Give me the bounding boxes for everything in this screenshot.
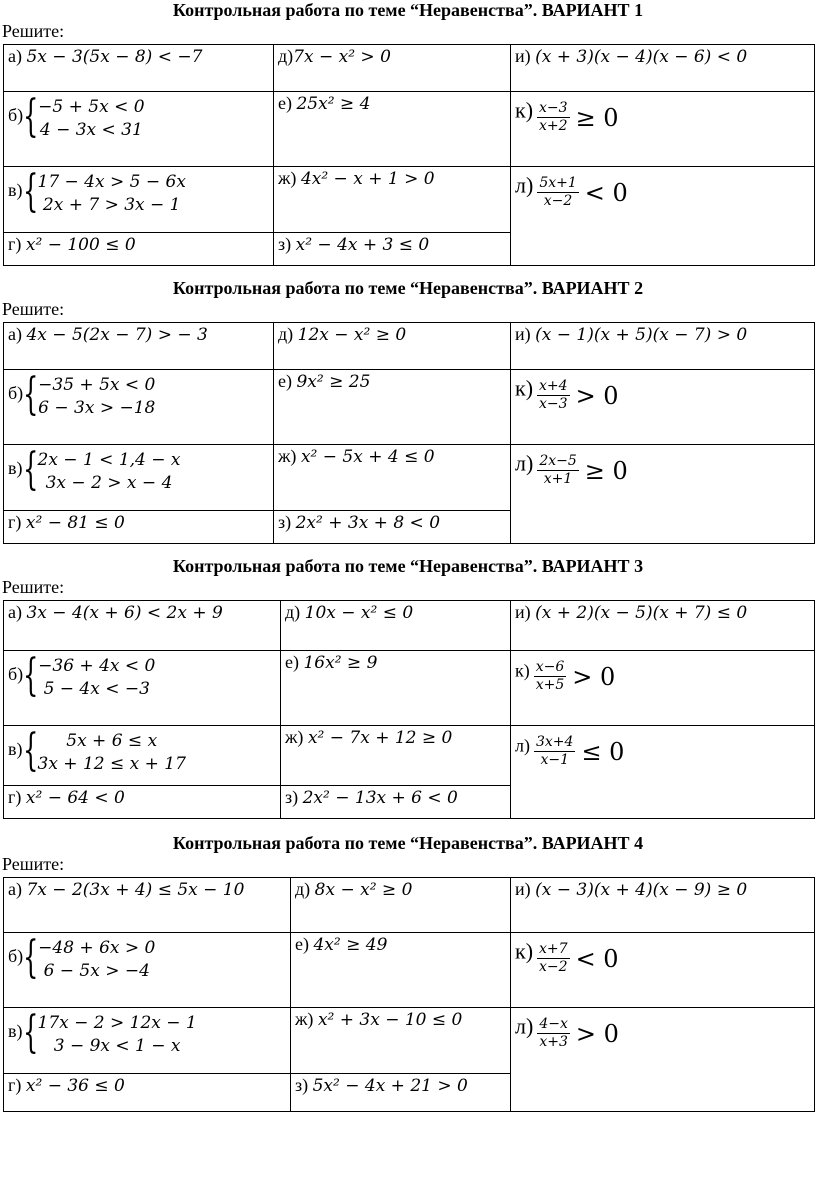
fraction-inequality (533, 100, 619, 135)
brace-icon: { (23, 91, 39, 142)
inequality-tail: ≥ 0 (584, 456, 628, 485)
solve-prompt: Решите: (2, 299, 65, 319)
problem-expression: 12x − x² ≥ 0 (297, 325, 407, 345)
problem-label: а) (8, 879, 22, 899)
problem-label: ж) (285, 727, 304, 747)
variant-title: Контрольная работа по теме “Неравенства”. ВАРИАНТ 3 (172, 556, 644, 576)
problem-e (281, 651, 511, 726)
problem-expression: 8x − x² ≥ 0 (314, 880, 413, 900)
problem-label: д) (295, 879, 311, 899)
problem-i (511, 878, 815, 933)
problem-label: е) (278, 371, 292, 391)
problem-label: ж) (278, 168, 297, 188)
fraction-denominator: x+1 (543, 471, 573, 487)
variant-title: Контрольная работа по теме “Неравенства”. ВАРИАНТ 1 (172, 0, 644, 20)
fraction-inequality (533, 1016, 619, 1051)
problem-v (4, 445, 274, 511)
problem-expression: (x − 1)(x + 5)(x − 7) > 0 (535, 325, 748, 345)
problem-zh (281, 726, 511, 786)
inequality-system (23, 932, 156, 983)
problem-z (281, 786, 511, 819)
system-line-2: 3 − 9x < 1 − x (53, 1036, 181, 1056)
problem-d (274, 45, 511, 92)
problem-expression: 9x² ≥ 25 (296, 372, 371, 392)
problem-zh (291, 1008, 511, 1074)
problem-expression: (x + 3)(x − 4)(x − 6) < 0 (535, 47, 748, 67)
system-line-1: −5 + 5x < 0 (38, 97, 145, 117)
fraction-numerator: 2x−5 (539, 453, 577, 469)
problem-label: к) (515, 660, 530, 681)
fraction-inequality (530, 659, 616, 694)
problem-label: ж) (295, 1009, 314, 1029)
system-line-2: 6 − 5x > −4 (43, 961, 150, 981)
problem-a (4, 45, 274, 92)
problem-expression: x² − 64 < 0 (25, 788, 125, 808)
problem-label: з) (285, 787, 299, 807)
problem-label: г) (8, 1075, 22, 1095)
inequality-tail: > 0 (572, 662, 616, 691)
system-line-1: 5x + 6 ≤ x (66, 731, 158, 751)
inequality-system (23, 91, 145, 142)
problems-table (3, 44, 815, 266)
inequality-tail: < 0 (584, 178, 628, 207)
problem-l (511, 167, 815, 266)
problem-label: д) (285, 602, 301, 622)
problem-expression: x² − 7x + 12 ≥ 0 (307, 728, 453, 748)
problem-v (4, 726, 281, 786)
fraction-denominator: x−3 (539, 396, 568, 412)
problem-label: л) (515, 450, 534, 476)
problem-expression: x² − 81 ≤ 0 (25, 513, 125, 533)
problem-expression: 4x − 5(2x − 7) > − 3 (26, 325, 208, 345)
problem-label: г) (8, 234, 22, 254)
problem-expression: (x − 3)(x + 4)(x − 9) ≥ 0 (535, 880, 748, 900)
problem-label: в) (8, 1021, 23, 1042)
inequality-system (22, 725, 186, 776)
problem-expression: 25x² ≥ 4 (296, 94, 371, 114)
problem-l (511, 445, 815, 544)
problem-e (291, 933, 511, 1008)
problem-expression: 2x² + 3x + 8 < 0 (295, 513, 441, 533)
problem-label: и) (515, 879, 531, 899)
problem-label: з) (295, 1075, 309, 1095)
problem-label: е) (295, 934, 309, 954)
problem-z (291, 1074, 511, 1112)
system-line-2: 5 − 4x < −3 (43, 679, 150, 699)
system-line-2: 3x − 2 > x − 4 (45, 473, 173, 493)
system-line-2: 2x + 7 > 3x − 1 (42, 195, 181, 215)
problem-label: е) (285, 652, 299, 672)
problem-label: д) (278, 324, 294, 344)
system-line-1: −36 + 4x < 0 (38, 656, 156, 676)
problem-g (4, 511, 274, 544)
problem-label: а) (8, 46, 22, 66)
problem-d (281, 601, 511, 651)
problems-table (3, 877, 815, 1112)
fraction-numerator: 5x+1 (539, 175, 577, 191)
problem-label: и) (515, 324, 531, 344)
problem-label: в) (8, 180, 23, 201)
problem-label: л) (515, 735, 530, 756)
problem-expression: 2x² − 13x + 6 < 0 (302, 788, 458, 808)
problem-e (274, 92, 511, 167)
fraction-numerator: 3x+4 (535, 734, 574, 750)
problem-l (511, 1008, 815, 1112)
system-line-1: 2x − 1 < 1,4 − x (37, 450, 181, 470)
fraction-numerator: x+4 (539, 378, 568, 394)
solve-prompt: Решите: (2, 854, 65, 874)
problem-b (4, 370, 274, 445)
inequality-tail: > 0 (575, 381, 619, 410)
fraction-denominator: x−2 (539, 959, 568, 975)
problem-k (511, 92, 815, 167)
problem-v (4, 167, 274, 233)
inequality-tail: ≥ 0 (575, 103, 619, 132)
problem-a (4, 323, 274, 370)
problem-label: к) (515, 375, 534, 401)
problem-e (274, 370, 511, 445)
problem-k (511, 933, 815, 1008)
system-line-2: 3x + 12 ≤ x + 17 (37, 754, 186, 774)
problem-zh (274, 445, 511, 511)
problem-expression: 5x − 3(5x − 8) < −7 (26, 47, 203, 67)
variant-title: Контрольная работа по теме “Неравенства”. ВАРИАНТ 4 (172, 833, 644, 853)
fraction-inequality (533, 378, 619, 413)
problem-label: г) (8, 512, 22, 532)
problem-label: з) (278, 512, 292, 532)
problem-g (4, 1074, 291, 1112)
fraction-denominator: x+2 (539, 118, 568, 134)
problem-g (4, 786, 281, 819)
problem-b (4, 651, 281, 726)
fraction-numerator: 4−x (539, 1016, 568, 1032)
problem-label: к) (515, 97, 534, 123)
solve-prompt: Решите: (2, 21, 65, 41)
fraction-denominator: x−1 (540, 752, 569, 768)
fraction-inequality (530, 734, 624, 769)
problem-label: г) (8, 787, 22, 807)
problem-expression: x² − 4x + 3 ≤ 0 (295, 235, 430, 255)
problem-expression: 5x² − 4x + 21 > 0 (312, 1076, 468, 1096)
problem-expression: 4x² − x + 1 > 0 (300, 169, 435, 189)
problem-d (274, 323, 511, 370)
problem-label: б) (8, 664, 24, 685)
problem-label: б) (8, 105, 24, 126)
inequality-system (22, 444, 181, 495)
inequality-tail: ≤ 0 (581, 737, 625, 766)
problem-label: в) (8, 739, 23, 760)
brace-icon: { (22, 444, 38, 495)
system-line-1: 17 − 4x > 5 − 6x (37, 172, 186, 192)
inequality-system (23, 369, 156, 420)
problems-table (3, 600, 815, 819)
problem-label: л) (515, 1013, 534, 1039)
problem-l (511, 726, 815, 819)
problem-label: л) (515, 172, 534, 198)
brace-icon: { (23, 932, 39, 983)
fraction-numerator: x+7 (539, 941, 568, 957)
fraction-denominator: x+5 (535, 677, 565, 693)
problem-label: а) (8, 324, 22, 344)
problem-label: е) (278, 93, 292, 113)
problem-v (4, 1008, 291, 1074)
system-line-2: 4 − 3x < 31 (39, 120, 143, 140)
inequality-tail: > 0 (575, 1019, 619, 1048)
problem-expression: x² − 36 ≤ 0 (25, 1076, 125, 1096)
problems-table (3, 322, 815, 544)
problem-label: б) (8, 946, 24, 967)
problem-a (4, 878, 291, 933)
problem-label: з) (278, 234, 292, 254)
problem-label: а) (8, 602, 22, 622)
brace-icon: { (23, 369, 39, 420)
problem-label: в) (8, 458, 23, 479)
brace-icon: { (23, 650, 39, 701)
problem-z (274, 233, 511, 266)
problem-expression: 7x − x² > 0 (293, 47, 391, 67)
system-line-1: −48 + 6x > 0 (38, 938, 156, 958)
problem-label: и) (515, 46, 531, 66)
brace-icon: { (22, 166, 38, 217)
problem-label: д) (278, 46, 294, 66)
fraction-denominator: x+3 (539, 1034, 568, 1050)
system-line-1: 17x − 2 > 12x − 1 (37, 1013, 197, 1033)
system-line-2: 6 − 3x > −18 (38, 398, 156, 418)
problem-z (274, 511, 511, 544)
problem-k (511, 651, 815, 726)
problem-expression: 16x² ≥ 9 (303, 653, 378, 673)
problem-zh (274, 167, 511, 233)
inequality-system (23, 650, 156, 701)
problem-expression: 4x² ≥ 49 (313, 935, 388, 955)
fraction-numerator: x−6 (535, 659, 565, 675)
problem-expression: x² − 5x + 4 ≤ 0 (300, 447, 435, 467)
problem-label: б) (8, 383, 24, 404)
problem-label: ж) (278, 446, 297, 466)
problem-expression: 3x − 4(x + 6) < 2x + 9 (26, 603, 223, 623)
problem-label: к) (515, 938, 534, 964)
problem-d (291, 878, 511, 933)
problem-label: и) (515, 602, 531, 622)
problem-expression: (x + 2)(x − 5)(x + 7) ≤ 0 (535, 603, 748, 623)
problem-i (511, 45, 815, 92)
problem-b (4, 933, 291, 1008)
problem-expression: 7x − 2(3x + 4) ≤ 5x − 10 (26, 880, 245, 900)
variant-title: Контрольная работа по теме “Неравенства”. ВАРИАНТ 2 (172, 278, 644, 298)
fraction-inequality (533, 941, 619, 976)
problem-g (4, 233, 274, 266)
fraction-numerator: x−3 (539, 100, 568, 116)
brace-icon: { (22, 725, 38, 776)
problem-b (4, 92, 274, 167)
problem-k (511, 370, 815, 445)
problem-expression: x² − 100 ≤ 0 (25, 235, 136, 255)
inequality-system (22, 166, 186, 217)
problem-i (511, 323, 815, 370)
problem-expression: 10x − x² ≤ 0 (304, 603, 414, 623)
problem-a (4, 601, 281, 651)
system-line-1: −35 + 5x < 0 (38, 375, 156, 395)
inequality-system (22, 1007, 197, 1058)
problem-i (511, 601, 815, 651)
inequality-tail: < 0 (575, 944, 619, 973)
brace-icon: { (22, 1007, 38, 1058)
solve-prompt: Решите: (2, 577, 65, 597)
fraction-inequality (533, 453, 627, 488)
fraction-denominator: x−2 (543, 193, 573, 209)
problem-expression: x² + 3x − 10 ≤ 0 (317, 1010, 463, 1030)
fraction-inequality (533, 175, 627, 210)
